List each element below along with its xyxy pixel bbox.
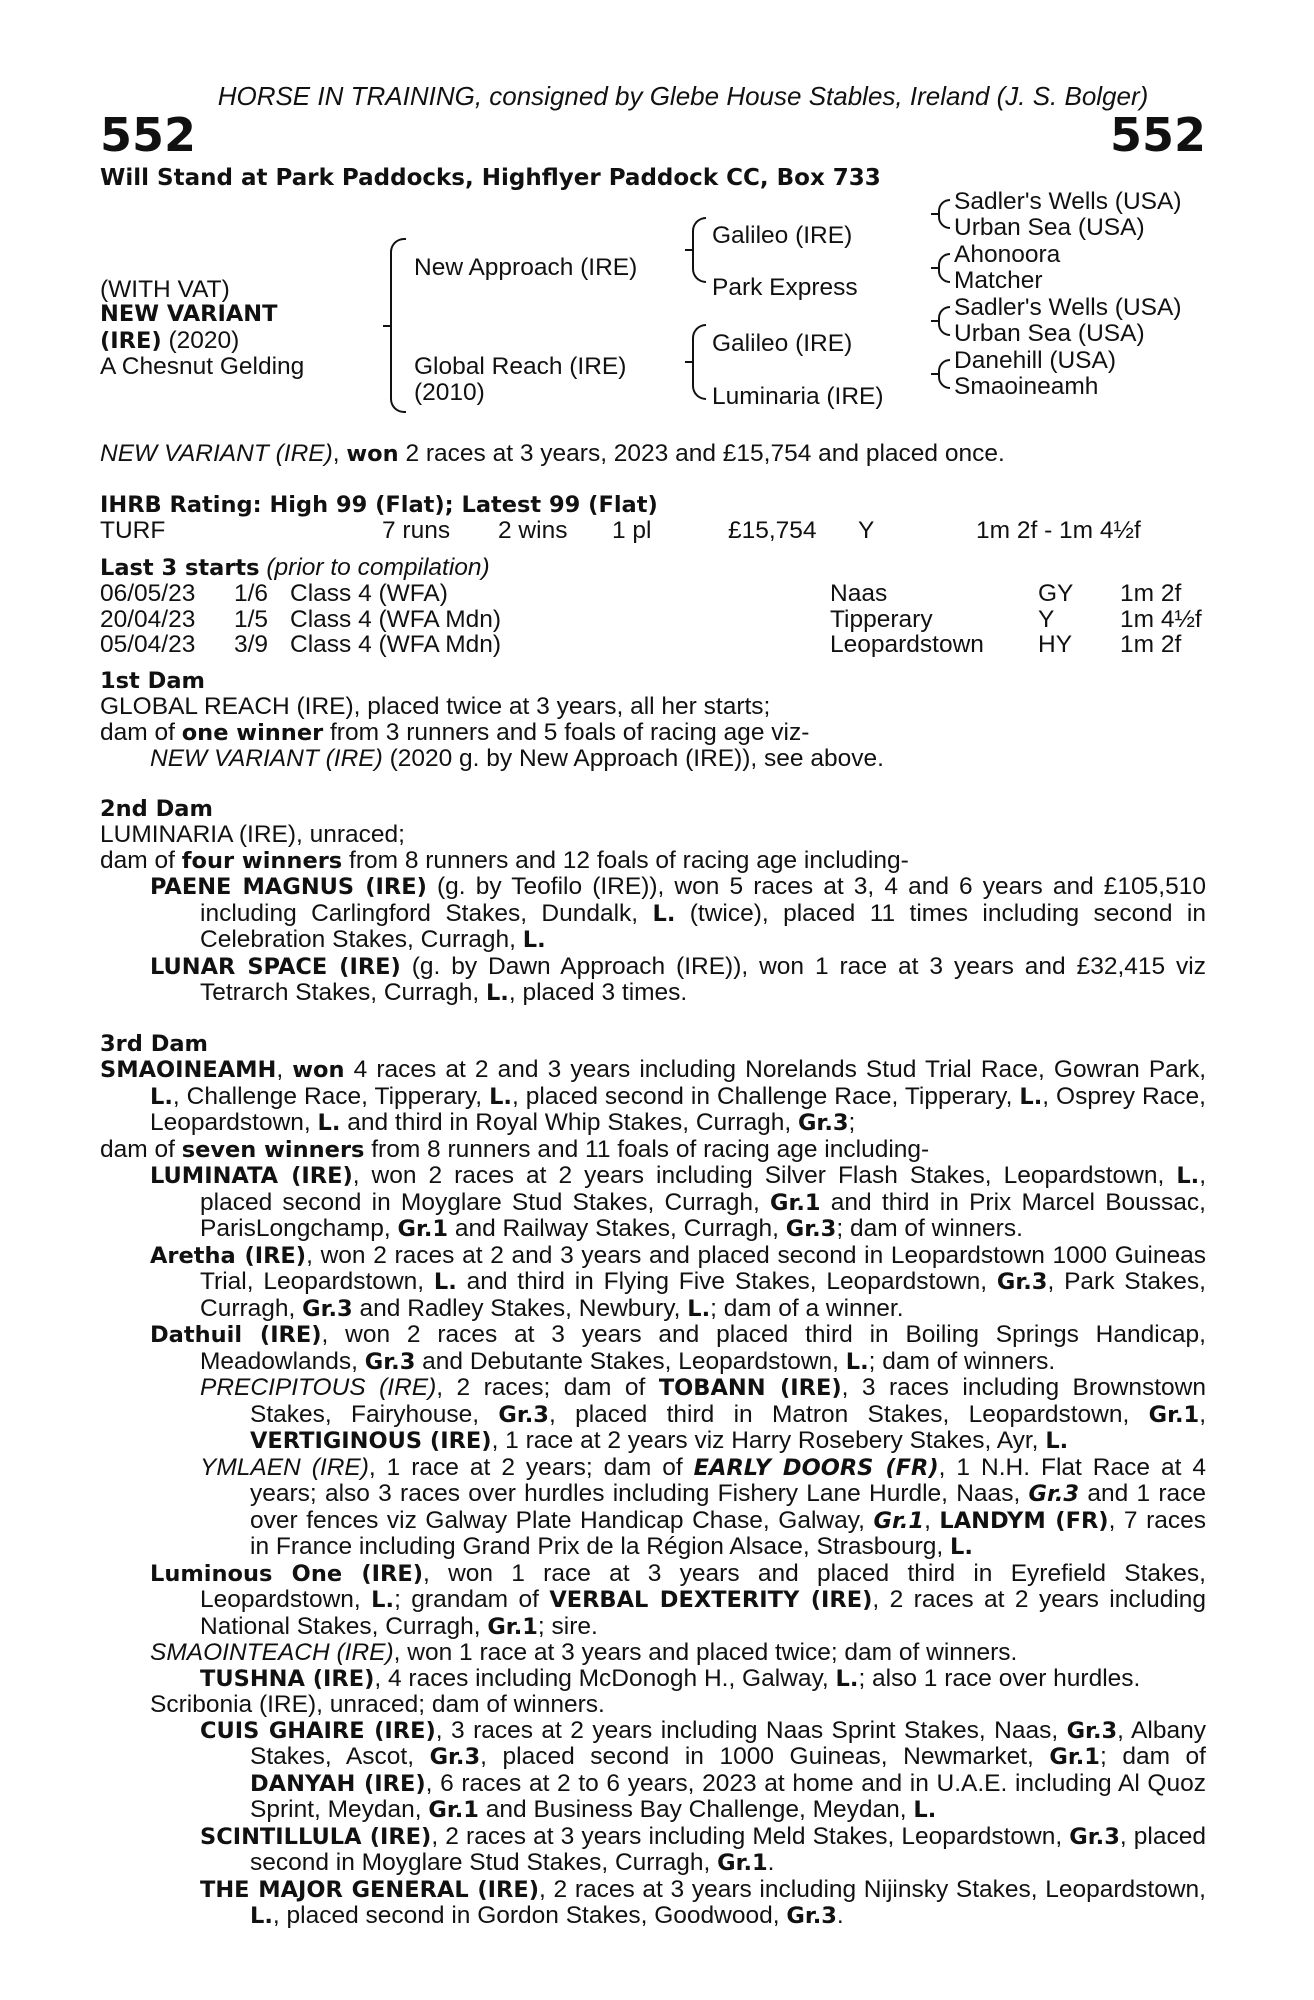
dam1-line2: dam of one winner from 3 runners and 5 foals of racing age viz- [100, 718, 810, 746]
pedigree-bracket-main [390, 238, 406, 413]
start-pos: 1/6 [234, 580, 269, 607]
dam2-lunar-space: LUNAR SPACE (IRE) (g. by Dawn Approach (IRE)), won 1 race at 3 years and £32,415 viz Tetrarch Stakes, Curragh, L., placed 3 times. [150, 952, 1206, 1006]
dam3-title: 3rd Dam [100, 1030, 208, 1057]
pedigree-bracket-g1 [938, 199, 950, 229]
gg-7: Danehill (USA) [954, 347, 1117, 374]
horse-name-line2: (IRE) (2020) [100, 327, 240, 354]
gg-6: Urban Sea (USA) [954, 320, 1145, 347]
lot-number-row [100, 107, 1206, 162]
dam-year: (2010) [414, 379, 485, 406]
start-course: Naas [830, 580, 888, 607]
gg-4: Matcher [954, 267, 1043, 294]
start-race: Class 4 (WFA) [290, 580, 448, 607]
start-row [100, 581, 1206, 607]
dam3-luminous-one: Luminous One (IRE), won 1 race at 3 years and placed third in Eyrefield Stakes, Leopardstown, L.; grandam of VERBAL DEXTERITY (IRE), 2 races at 2 years including National Stakes, Curragh, Gr.1; sire. [150, 1559, 1207, 1640]
start-going: GY [1038, 580, 1074, 607]
start-date: 06/05/23 [100, 580, 196, 607]
last-starts-title: Last 3 starts (prior to compilation) [100, 553, 490, 581]
rating-row: TURF 7 runs 2 wins 1 pl £15,754 Y 1m 2f - 1m 4½f [100, 517, 1141, 544]
race-summary: NEW VARIANT (IRE), won 2 races at 3 years, 2023 and £15,754 and placed once. [100, 440, 1005, 467]
gg-3: Ahonoora [954, 241, 1061, 268]
gg-5: Sadler's Wells (USA) [954, 294, 1182, 321]
start-row [100, 632, 1206, 658]
start-dist: 1m 2f [1120, 631, 1182, 658]
dam3-dathuil: Dathuil (IRE), won 2 races at 3 years and placed third in Boiling Springs Handicap, Meadowlands, Gr.3 and Debutante Stakes, Leopardstown, L.; dam of winners. [150, 1321, 1206, 1375]
gg-8: Smaoineamh [954, 373, 1099, 400]
dam-name: Global Reach (IRE) [414, 353, 627, 380]
sire-name: New Approach (IRE) [414, 254, 638, 281]
dam2-paene-magnus: PAENE MAGNUS (IRE) (g. by Teofilo (IRE)), won 5 races at 3, 4 and 6 years and £105,510 including Carlingford Stakes, Dundalk, L. (twice), placed 11 times including second in Celebration Stakes, Curragh, L. [150, 873, 1206, 953]
dam3-scribonia: Scribonia (IRE), unraced; dam of winners. [150, 1691, 605, 1718]
dam3-aretha: Aretha (IRE), won 2 races at 2 and 3 years and placed second in Leopardstown 1000 Guineas Trial, Leopardstown, L. and third in Flying Five Stakes, Leopardstown, Gr.3, Park Stakes, Curragh, Gr.3 and Radley Stakes, Newbury, L.; dam of a winner. [150, 1241, 1206, 1322]
rating-title: IHRB Rating: High 99 (Flat); Latest 99 (Flat) [100, 491, 658, 518]
vat-label: (WITH VAT) [100, 276, 230, 303]
start-going: Y [1038, 605, 1055, 633]
start-going: HY [1038, 631, 1073, 658]
stand-location: Will Stand at Park Paddocks, Highflyer Paddock CC, Box 733 [100, 164, 881, 191]
dam1-line1: GLOBAL REACH (IRE), placed twice at 3 years, all her starts; [100, 693, 771, 720]
start-dist: 1m 2f [1120, 580, 1182, 607]
dam3-cuis-ghaire: CUIS GHAIRE (IRE), 3 races at 2 years including Naas Sprint Stakes, Naas, Gr.3, Albany Stakes, Ascot, Gr.3, placed second in 1000 Guineas, Newmarket, Gr.1; dam of DANYAH (IRE), 6 races at 2 to 6 years, 2023 at home and in U.A.E. including Al Quoz Sprint, Meydan, Gr.1 and Business Bay Challenge, Meydan, L. [200, 1716, 1206, 1823]
dam2-line2: dam of four winners from 8 runners and 12 foals of racing age including- [100, 846, 909, 874]
lot-number-left: 552 [100, 107, 197, 162]
start-course: Tipperary [830, 605, 933, 633]
dam3-ymlaen: YMLAEN (IRE), 1 race at 2 years; dam of EARLY DOORS (FR), 1 N.H. Flat Race at 4 years; also 3 races over hurdles including Fishery Lane Hurdle, Naas, Gr.3 and 1 race over fences viz Galway Plate Handicap Chase, Galway, Gr.1, LANDYM (FR), 7 races in France including Grand Prix de la Région Alsace, Strasbourg, L. [200, 1453, 1207, 1560]
dam3-scintillula: SCINTILLULA (IRE), 2 races at 3 years including Meld Stakes, Leopardstown, Gr.3, placed second in Moyglare Stud Stakes, Curragh, Gr.1. [200, 1822, 1207, 1876]
start-pos: 3/9 [234, 631, 269, 658]
horse-name-line1: NEW VARIANT [100, 301, 278, 327]
gg-1: Sadler's Wells (USA) [954, 188, 1182, 215]
pedigree-bracket-sire [692, 217, 706, 283]
dam-sire: Galileo (IRE) [712, 330, 853, 357]
dam-dam: Luminaria (IRE) [712, 383, 884, 410]
consignment-line: HORSE IN TRAINING, consigned by Glebe House Stables, Ireland (J. S. Bolger) [217, 81, 1149, 111]
sire-dam: Park Express [712, 274, 858, 301]
pedigree-bracket-g2 [938, 253, 950, 283]
pedigree-bracket-g3 [938, 306, 950, 336]
pedigree-block [100, 188, 1206, 411]
start-dist: 1m 4½f [1120, 605, 1202, 633]
dam3-the-major-general: THE MAJOR GENERAL (IRE), 2 races at 3 years including Nijinsky Stakes, Leopardstown, L., placed second in Gordon Stakes, Goodwood, Gr.3. [200, 1875, 1206, 1929]
dam1-line3: NEW VARIANT (IRE) (2020 g. by New Approach (IRE)), see above. [150, 745, 884, 772]
start-pos: 1/5 [234, 605, 269, 633]
start-row [100, 607, 1206, 633]
dam3-dam-of: dam of seven winners from 8 runners and 11 foals of racing age including- [100, 1135, 930, 1163]
dam3-luminata: LUMINATA (IRE), won 2 races at 2 years including Silver Flash Stakes, Leopardstown, L., placed second in Moyglare Stud Stakes, Curragh, Gr.1 and third in Prix Marcel Boussac, ParisLongchamp, Gr.1 and Railway Stakes, Curragh, Gr.3; dam of winners. [150, 1162, 1207, 1242]
pedigree-bracket-g4 [938, 359, 950, 389]
start-date: 20/04/23 [100, 605, 196, 633]
dam3-precipitous: PRECIPITOUS (IRE), 2 races; dam of TOBANN (IRE), 3 races including Brownstown Stakes, Fairyhouse, Gr.3, placed third in Matron Stakes, Leopardstown, Gr.1, VERTIGINOUS (IRE), 1 race at 2 years viz Harry Rosebery Stakes, Ayr, L. [200, 1374, 1207, 1454]
gg-2: Urban Sea (USA) [954, 214, 1145, 241]
dam3-smaointeach: SMAOINTEACH (IRE), won 1 race at 3 years and placed twice; dam of winners. [150, 1639, 1018, 1666]
start-race: Class 4 (WFA Mdn) [290, 631, 502, 658]
start-course: Leopardstown [830, 631, 984, 658]
dam2-line1: LUMINARIA (IRE), unraced; [100, 821, 405, 848]
lot-number-right: 552 [1109, 107, 1206, 162]
pedigree-bracket-dam [692, 324, 706, 400]
dam1-title: 1st Dam [100, 667, 205, 694]
sire-sire: Galileo (IRE) [712, 222, 853, 249]
dam3-tushna: TUSHNA (IRE), 4 races including McDonogh H., Galway, L.; also 1 race over hurdles. [200, 1664, 1141, 1692]
start-race: Class 4 (WFA Mdn) [290, 605, 502, 633]
dam3-smaoineamh: SMAOINEAMH, won 4 races at 2 and 3 years including Norelands Stud Trial Race, Gowran Park, L., Challenge Race, Tipperary, L., placed second in Challenge Race, Tipperary, L., Osprey Race, Leopardstown, L. and third in Royal Whip Stakes, Curragh, Gr.3; [100, 1056, 1206, 1136]
start-date: 05/04/23 [100, 631, 196, 658]
last-starts-table [100, 581, 1206, 658]
catalogue-page [100, 81, 1207, 1930]
dam2-title: 2nd Dam [100, 795, 213, 822]
horse-description: A Chesnut Gelding [100, 353, 305, 380]
